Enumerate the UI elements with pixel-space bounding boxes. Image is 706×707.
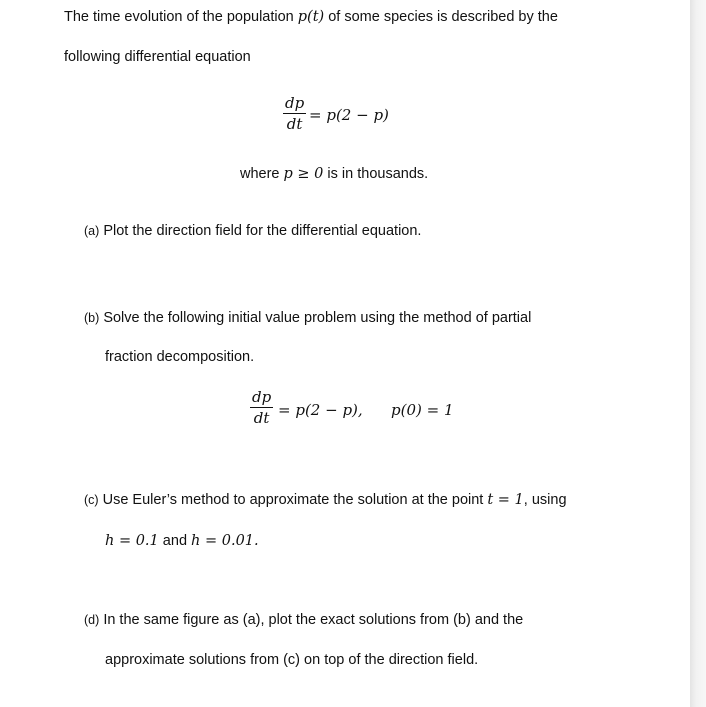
initial-condition: p(0) = 1 bbox=[391, 401, 454, 419]
fraction-denominator: dt bbox=[286, 115, 303, 133]
part-d-label: (d) bbox=[84, 613, 100, 627]
fraction-numerator: dp bbox=[285, 94, 305, 112]
population-function: p(t) bbox=[297, 9, 325, 25]
part-a bbox=[84, 223, 421, 239]
part-c-step-sizes: h = 0.1 and h = 0.01. bbox=[105, 533, 259, 549]
part-d bbox=[84, 612, 523, 628]
part-c: (c) Use Euler’s method to approximate the solution at the point t = 1, using bbox=[84, 492, 567, 508]
part-a-label: (a) bbox=[84, 224, 100, 238]
intro-line-1 bbox=[64, 9, 558, 25]
domain-condition: where p ≥ 0 is in thousands. bbox=[240, 166, 429, 182]
page-edge-shadow bbox=[690, 0, 706, 707]
fraction-bar bbox=[283, 113, 306, 114]
condition-math: p ≥ 0 bbox=[283, 166, 324, 182]
intro-text-post: of some species is described by the bbox=[324, 9, 558, 25]
point-t: t = 1 bbox=[487, 492, 524, 508]
step-size-1: h = 0.1 bbox=[105, 533, 159, 549]
ivp-rhs: = p(2 − p), bbox=[278, 401, 363, 419]
part-b-text-line-1: Solve the following initial value problem using the method of partial bbox=[103, 310, 532, 326]
part-a-text: Plot the direction field for the differential equation. bbox=[103, 223, 422, 239]
intro-line-2: following differential equation bbox=[64, 49, 251, 65]
derivative-fraction bbox=[283, 94, 306, 133]
ivp-derivative-fraction: dp dt bbox=[252, 388, 272, 427]
part-d-text-line-2: approximate solutions from (c) on top of the direction field. bbox=[105, 652, 479, 668]
part-b-label: (b) bbox=[84, 311, 100, 325]
part-d-text-line-1: In the same figure as (a), plot the exact solutions from (b) and the bbox=[103, 612, 524, 628]
step-size-2: h = 0.01. bbox=[191, 533, 259, 549]
intro-text-pre: The time evolution of the population bbox=[64, 9, 298, 25]
part-c-label: (c) bbox=[84, 493, 99, 507]
equation-rhs: = p(2 − p) bbox=[309, 106, 389, 124]
part-b-text-line-2: fraction decomposition. bbox=[105, 349, 255, 365]
part-b bbox=[84, 310, 531, 326]
